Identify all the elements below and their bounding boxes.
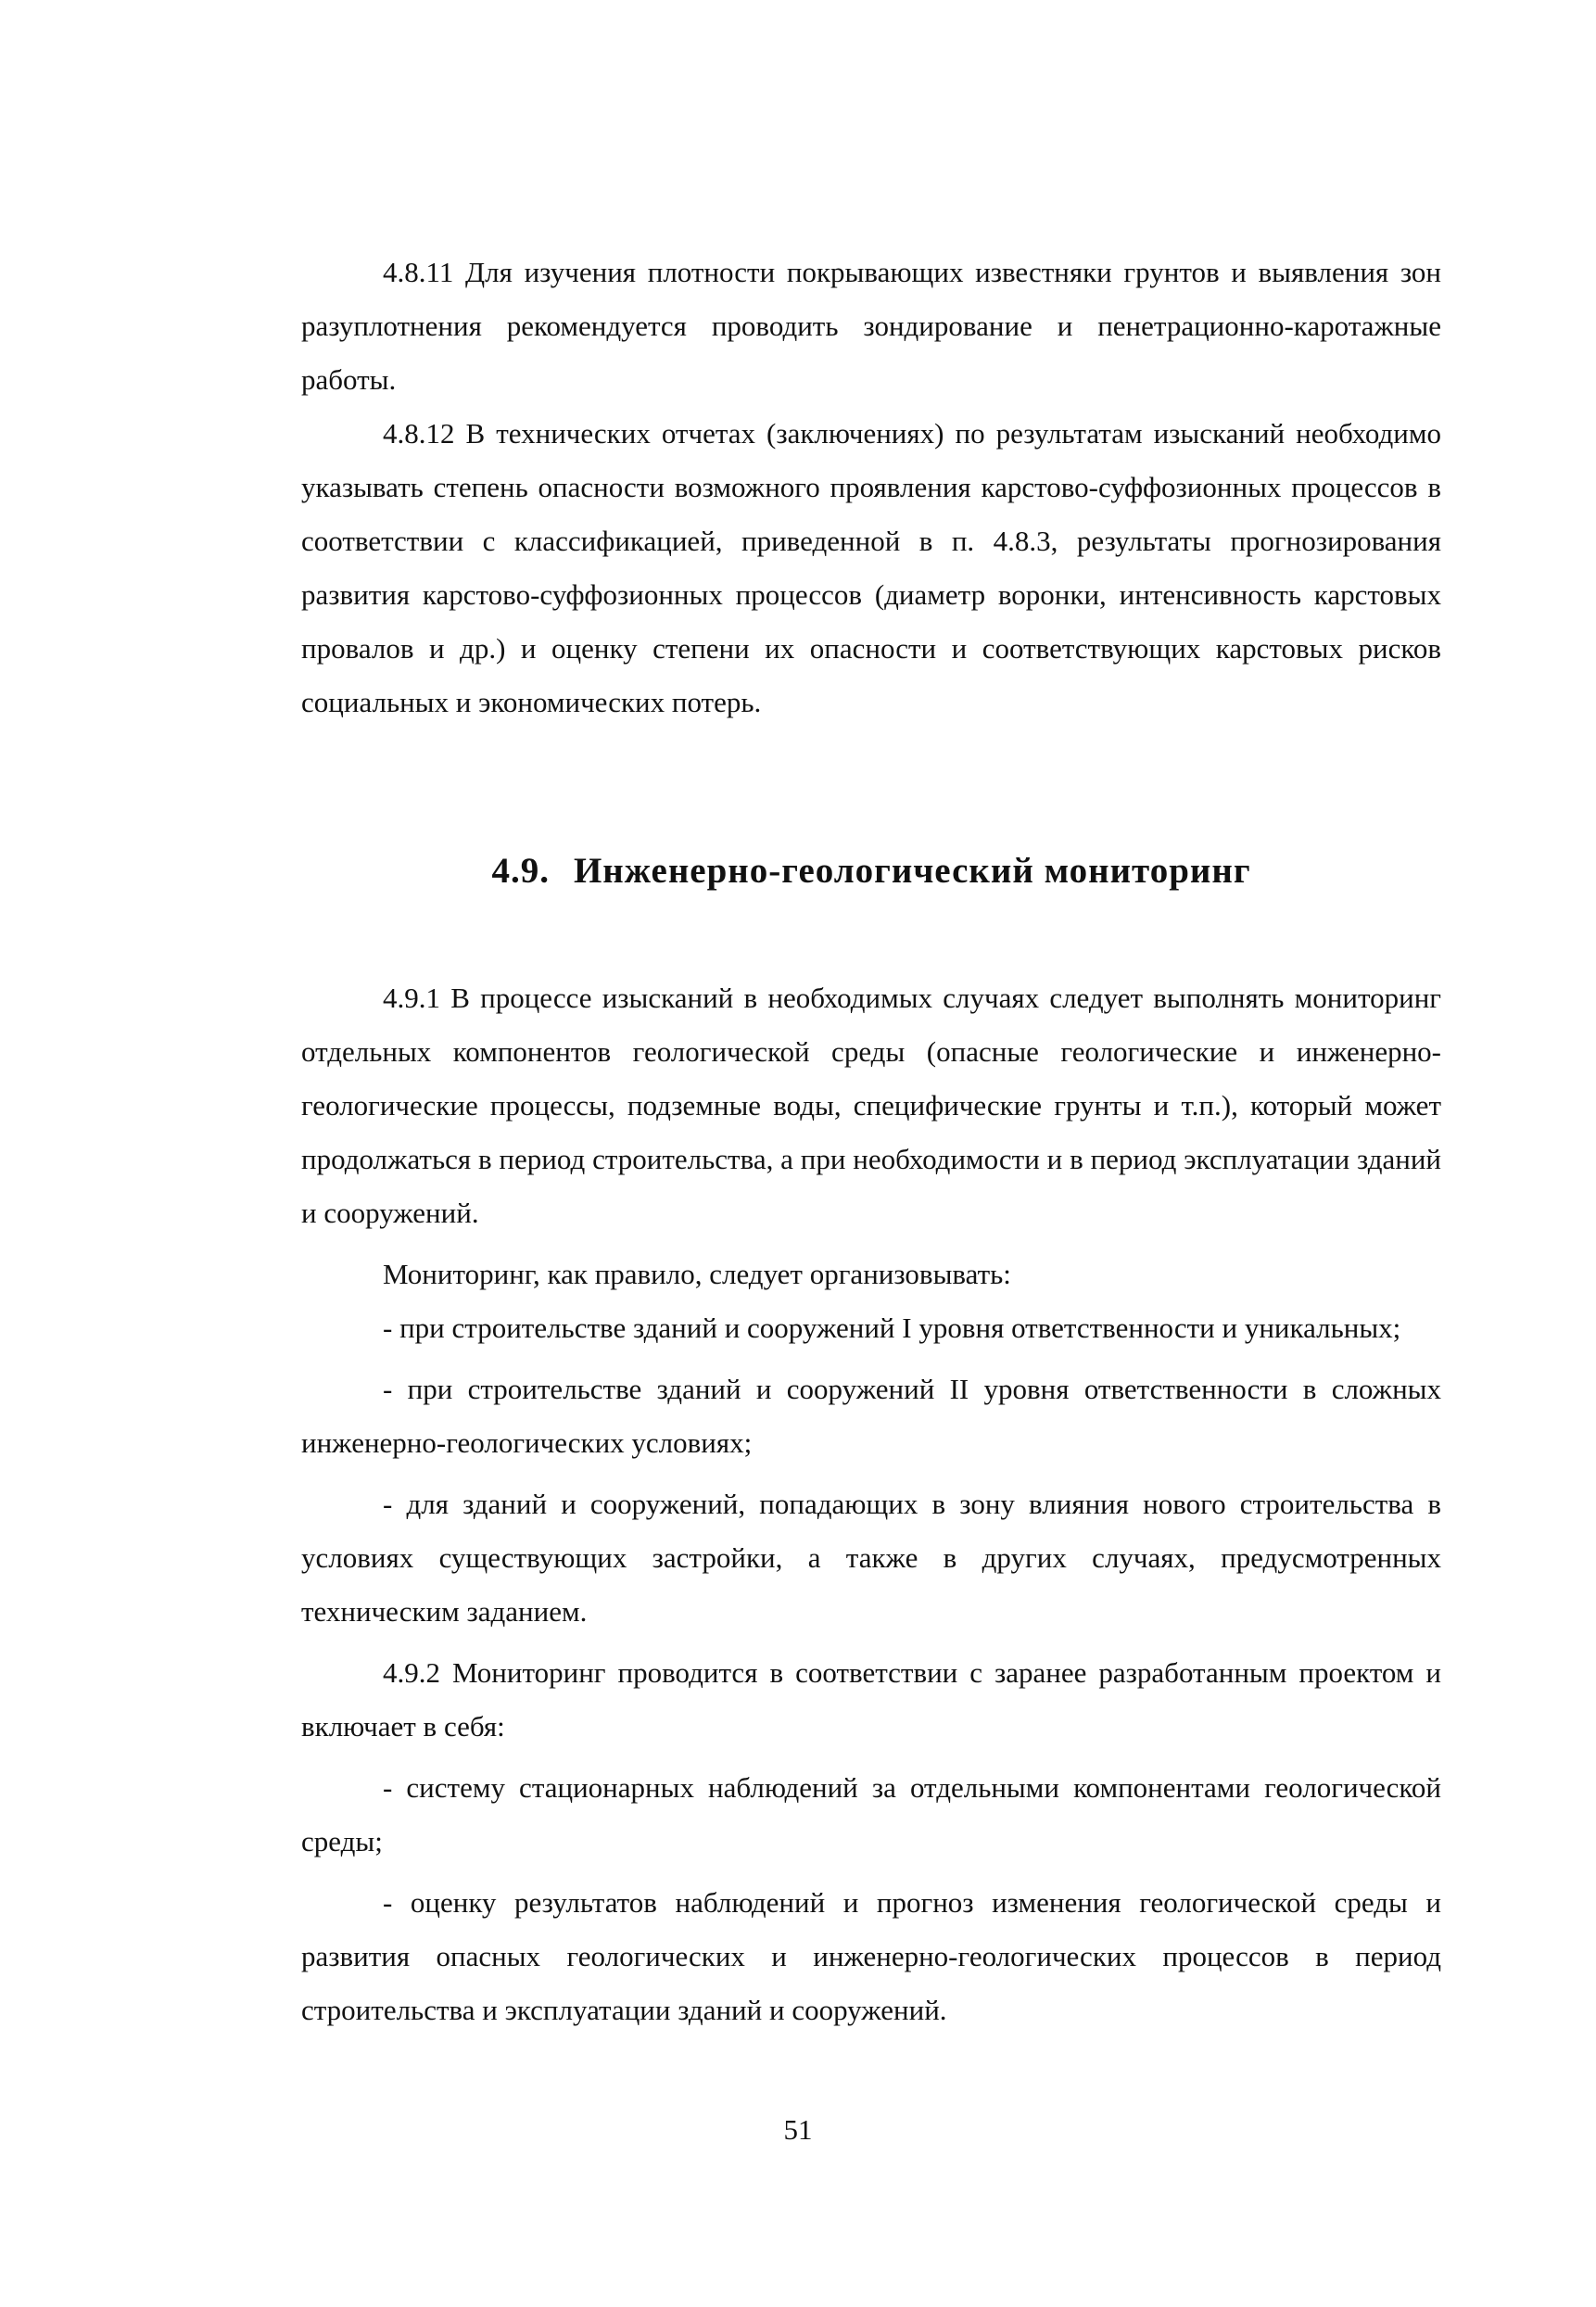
- section-number: 4.9.: [491, 851, 550, 891]
- page-number: 51: [783, 2113, 813, 2146]
- paragraph-4-9-1: 4.9.1 В процессе изысканий в необходимых случаях следует выполнять мониторинг отдельных компонентов геологической среды (опасные геологические и инженерно-геологические процессы, подземные воды, специфические грунты и т.п.), который может продолжаться в период строительства, а при необходимости и в период эксплуатации зданий и сооружений.: [301, 982, 1441, 1229]
- list-item-forecast: - оценку результатов наблюдений и прогноз изменения геологической среды и развития опасных геологических и инженерно-геологических процессов в период строительства и эксплуатации зданий и сооружений.: [301, 1886, 1441, 2026]
- paragraph-4-8-12: 4.8.12 В технических отчетах (заключениях) по результатам изысканий необходимо указывать степень опасности возможного проявления карстово-суффозионных процессов в соответствии с классификацией, приведенной в п. 4.8.3, результаты прогнозирования развития карстово-суффозионных процессов (диаметр воронки, интенсивность карстовых провалов и др.) и оценку степени их опасности и соответствующих карстовых рисков социальных и экономических потерь.: [301, 417, 1441, 718]
- list-item-influence-zone: - для зданий и сооружений, попадающих в зону влияния нового строительства в условиях существующих застройки, а также в других случаях, предусмотренных техническим заданием.: [301, 1488, 1441, 1628]
- paragraph-4-8-11: 4.8.11 Для изучения плотности покрывающих известняки грунтов и выявления зон разуплотнения рекомендуется проводить зондирование и пенетрационно-каротажные работы.: [301, 256, 1441, 396]
- section-title: Инженерно-геологический мониторинг: [573, 851, 1251, 891]
- list-item-observations: - систему стационарных наблюдений за отдельными компонентами геологической среды;: [301, 1771, 1441, 1857]
- list-item-level-1: - при строительстве зданий и сооружений I уровня ответственности и уникальных;: [383, 1312, 1401, 1344]
- page-content: [301, 246, 1441, 2037]
- paragraph-4-9-2: 4.9.2 Мониторинг проводится в соответствии с заранее разработанным проектом и включает в себя:: [301, 1656, 1441, 1743]
- paragraph-monitoring-intro: Мониторинг, как правило, следует организовывать:: [383, 1258, 1011, 1290]
- section-heading: [301, 850, 1441, 892]
- list-item-level-2: - при строительстве зданий и сооружений II уровня ответственности в сложных инженерно-геологических условиях;: [301, 1373, 1441, 1459]
